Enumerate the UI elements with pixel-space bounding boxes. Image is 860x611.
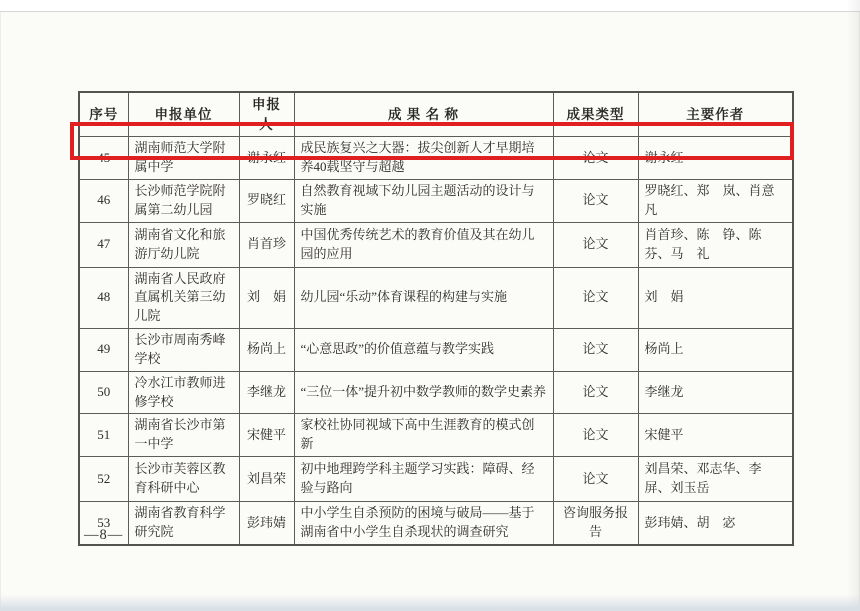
cell-authors: 杨尚上 <box>638 329 793 372</box>
table-row <box>79 457 793 502</box>
cell-unit: 冷水江市教师进修学校 <box>128 371 239 414</box>
cell-title: “心意思政”的价值意蕴与教学实践 <box>294 329 553 372</box>
cell-authors: 罗晓红、郑 岚、肖意凡 <box>638 179 793 222</box>
cell-title: 成民族复兴之大器：拔尖创新人才早期培养40载坚守与超越 <box>294 137 553 180</box>
cell-type: 论文 <box>553 329 638 372</box>
cell-no: 52 <box>79 457 128 502</box>
cell-no: 51 <box>79 414 128 457</box>
cell-applicant: 宋健平 <box>239 414 294 457</box>
cell-applicant: 谢永红 <box>239 137 294 180</box>
cell-title: 中国优秀传统艺术的教育价值及其在幼儿园的应用 <box>294 222 553 267</box>
scan-edge-right <box>846 0 860 611</box>
cell-no: 50 <box>79 371 128 414</box>
header-row <box>79 92 793 137</box>
table-row <box>79 179 793 222</box>
cell-no: 53 <box>79 502 128 545</box>
cell-unit: 长沙市周南秀峰学校 <box>128 329 239 372</box>
cell-authors: 彭玮婧、胡 宓 <box>638 502 793 545</box>
cell-unit: 湖南省人民政府直属机关第三幼儿院 <box>128 267 239 329</box>
cell-unit: 长沙市芙蓉区教育科研中心 <box>128 457 239 502</box>
table-row <box>79 502 793 545</box>
cell-title: 中小学生自杀预防的困境与破局——基于湖南省中小学生自杀现状的调查研究 <box>294 502 553 545</box>
cell-title: 家校社协同视域下高中生涯教育的模式创新 <box>294 414 553 457</box>
cell-unit: 湖南省长沙市第一中学 <box>128 414 239 457</box>
cell-type: 论文 <box>553 457 638 502</box>
cell-type: 论文 <box>553 137 638 180</box>
cell-unit: 湖南省文化和旅游厅幼儿院 <box>128 222 239 267</box>
cell-no: 48 <box>79 267 128 329</box>
column-header: 序号 <box>79 92 128 137</box>
cell-authors: 李继龙 <box>638 371 793 414</box>
page-number: —8— <box>84 527 124 543</box>
cell-no: 46 <box>79 179 128 222</box>
cell-applicant: 彭玮婧 <box>239 502 294 545</box>
cell-authors: 宋健平 <box>638 414 793 457</box>
cell-title: 自然教育视域下幼儿园主题活动的设计与实施 <box>294 179 553 222</box>
cell-applicant: 罗晓红 <box>239 179 294 222</box>
cell-applicant: 刘 娟 <box>239 267 294 329</box>
cell-title: 初中地理跨学科主题学习实践：障碍、经验与路向 <box>294 457 553 502</box>
column-header: 成 果 名 称 <box>294 92 553 137</box>
cell-title: 幼儿园“乐动”体育课程的构建与实施 <box>294 267 553 329</box>
cell-title: “三位一体”提升初中数学教师的数学史素养 <box>294 371 553 414</box>
cell-authors: 谢永红 <box>638 137 793 180</box>
column-header: 申报人 <box>239 92 294 137</box>
cell-type: 论文 <box>553 267 638 329</box>
column-header: 申报单位 <box>128 92 239 137</box>
cell-applicant: 杨尚上 <box>239 329 294 372</box>
scan-edge-top <box>0 0 860 12</box>
cell-authors: 刘 娟 <box>638 267 793 329</box>
cell-no: 45 <box>79 137 128 180</box>
table-row <box>79 137 793 180</box>
results-table-wrap <box>78 91 792 546</box>
cell-type: 论文 <box>553 222 638 267</box>
cell-type: 论文 <box>553 414 638 457</box>
cell-no: 47 <box>79 222 128 267</box>
cell-type: 论文 <box>553 371 638 414</box>
cell-authors: 刘昌荣、邓志华、李 屏、刘玉岳 <box>638 457 793 502</box>
cell-unit: 湖南师范大学附属中学 <box>128 137 239 180</box>
cell-unit: 湖南省教育科学研究院 <box>128 502 239 545</box>
column-header: 成果类型 <box>553 92 638 137</box>
cell-unit: 长沙师范学院附属第二幼儿园 <box>128 179 239 222</box>
cell-no: 49 <box>79 329 128 372</box>
table-row <box>79 371 793 414</box>
table-row <box>79 329 793 372</box>
table-body <box>79 137 793 545</box>
cell-authors: 肖首珍、陈 铮、陈 芬、马 礼 <box>638 222 793 267</box>
cell-type: 论文 <box>553 179 638 222</box>
cell-applicant: 李继龙 <box>239 371 294 414</box>
table-row <box>79 222 793 267</box>
results-table <box>78 91 794 546</box>
column-header: 主要作者 <box>638 92 793 137</box>
table-row <box>79 414 793 457</box>
cell-type: 咨询服务报告 <box>553 502 638 545</box>
table-row <box>79 267 793 329</box>
cell-applicant: 肖首珍 <box>239 222 294 267</box>
cell-applicant: 刘昌荣 <box>239 457 294 502</box>
scan-edge-bottom <box>0 595 860 611</box>
